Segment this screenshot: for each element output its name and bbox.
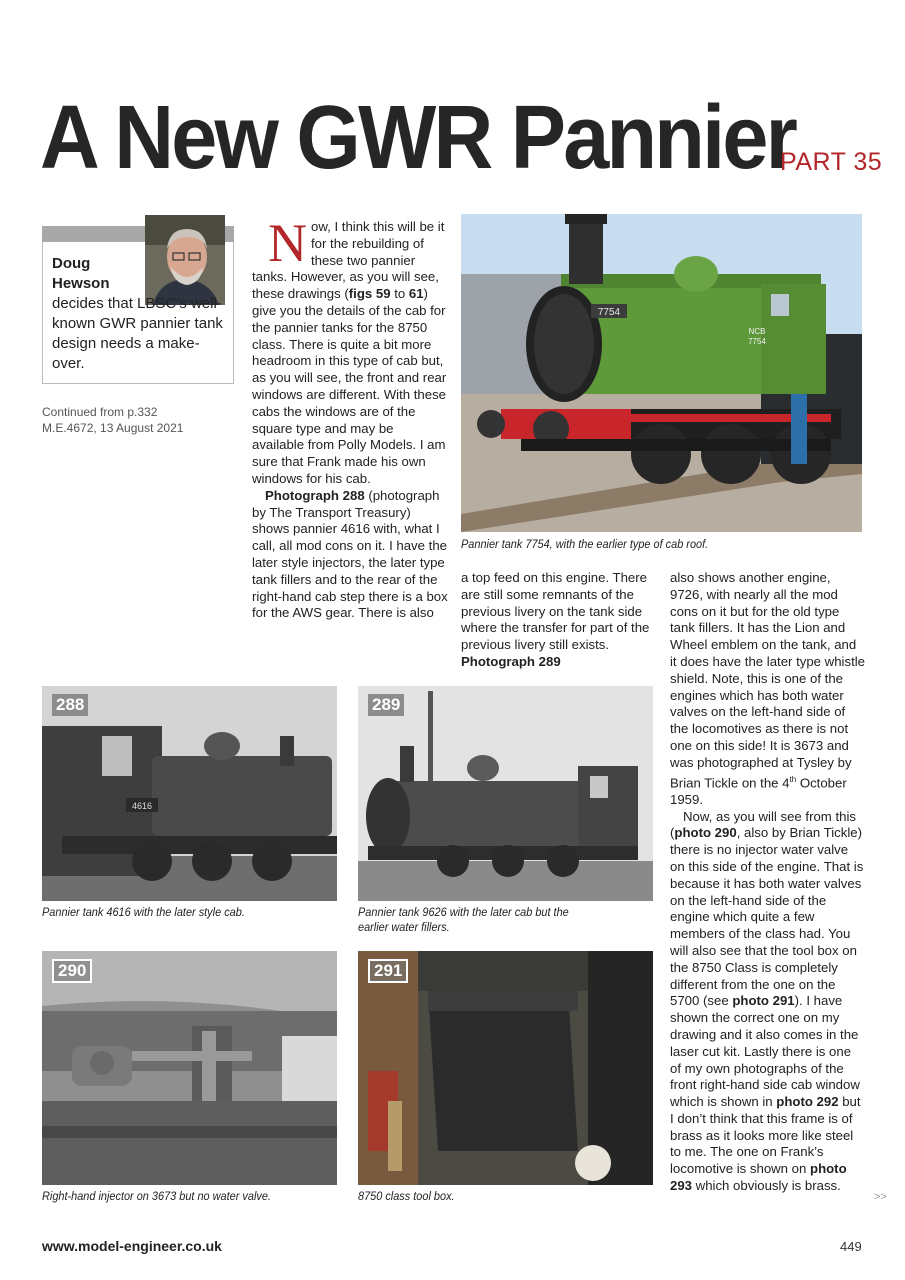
photo-290 <box>42 951 337 1185</box>
loco-number-plate: 4616 <box>131 801 153 811</box>
body-text: October 1959. <box>670 774 847 807</box>
photo-ref: photo 292 <box>776 1094 839 1110</box>
part-label: PART 35 <box>780 148 883 176</box>
author-first-name: Doug <box>52 255 91 272</box>
tank-number: 7754 <box>748 337 766 346</box>
body-text: which obviously is brass. <box>692 1178 841 1194</box>
continued-issue: M.E.4672, 13 August 2021 <box>42 421 184 435</box>
photo-ref: Photograph 289 <box>461 653 561 669</box>
photo-291 <box>358 951 653 1185</box>
caption-291: 8750 class tool box. <box>358 1191 455 1203</box>
body-text: ow, I think this will be it for the rebuilding of these two pannier tanks. However, as you will see, these drawings ( <box>252 219 445 302</box>
body-text: ). I have shown the correct one on my drawing and it also comes in the laser cut kit. Lastly there is one of my own photographs of the front right-hand side cab window which is shown in <box>670 993 860 1110</box>
footer-url[interactable]: www.model-engineer.co.uk <box>42 1238 222 1254</box>
number-plate: 7754 <box>597 307 621 318</box>
page-title: A New GWR Pannier <box>40 88 796 188</box>
photo-number-290: 290 <box>52 959 92 983</box>
author-intro-text: decides that LBSC’s well-known GWR pannier tank design needs a make-over. <box>52 295 223 372</box>
caption-main-photo: Pannier tank 7754, with the earlier type of cab roof. <box>461 539 709 551</box>
author-intro <box>52 254 232 374</box>
continued-from: Continued from p.332 <box>42 405 158 419</box>
figure-ref: 61 <box>408 286 424 302</box>
figure-ref: figs 59 <box>348 286 391 302</box>
author-last-name: Hewson <box>52 275 110 292</box>
photo-number-289: 289 <box>368 694 404 716</box>
photo-ref: Photograph 288 <box>265 487 365 503</box>
continued-arrow-icon: >> <box>874 1191 887 1203</box>
caption-289: Pannier tank 9626 with the later cab but the earlier water fillers. <box>358 907 569 934</box>
photo-number-291: 291 <box>368 959 408 983</box>
drop-cap: N <box>268 213 307 273</box>
caption-288: Pannier tank 4616 with the later style cab. <box>42 907 245 919</box>
body-text: ) give you the details of the cab for the pannier tanks for the 8750 class. There is quite a bit more headroom in this type of cab but, as you will see, the front and rear windows are different. With these cabs the windows are of the square type and may be available from Polly Models. I am sure that Frank made his own windows for his cab. <box>252 286 447 486</box>
photo-289 <box>358 686 653 901</box>
tank-lettering: NCB <box>748 327 766 336</box>
body-text: also shows another engine, 9726, with nearly all the mod cons on it but for the old type tank fillers. It has the Lion and Wheel emblem on the tank, and it does have the later type whistle shield. Note, this is one of the engines which has both water valves on the left-hand side of the locomotives as there is not one on this side! It is 3673 and was photographed at Tysley by Brian Tickle on the 4 <box>670 570 865 790</box>
photo-ref: photo 293 <box>670 1161 847 1194</box>
body-text: to <box>390 286 409 302</box>
body-text: , also by Brian Tickle) there is no injector water valve on this side of the engine. That is because it has both water valves on the left-hand side of the engine which quite a few members of the class had. You will also see that the tool box on the 8750 Class is completely different from the one on the 5700 (see <box>670 825 864 1009</box>
body-column-2 <box>461 570 651 671</box>
body-column-3 <box>670 570 865 1195</box>
photo-ref: photo 291 <box>732 993 795 1009</box>
body-text: a top feed on this engine. There are still some remnants of the previous livery on the tank side where the transfer for part of the previous livery still exists. <box>461 570 650 653</box>
photo-288 <box>42 686 337 901</box>
photo-pannier-7754 <box>461 214 862 532</box>
body-text: but I don’t think that this frame is of brass as it looks more like steel to me. The one on Frank’s locomotive is shown on <box>670 1094 861 1177</box>
continued-note <box>42 404 183 436</box>
photo-ref: photo 290 <box>674 825 737 841</box>
body-column-1 <box>252 213 448 622</box>
body-text: (photograph by The Transport Treasury) shows pannier 4616 with, what I call, all mod cons on it. I have the later style injectors, the later type tank fillers and to the rear of the right-hand cab step there is a box for the AWS gear. There is also <box>252 487 448 621</box>
ordinal-suffix: th <box>789 774 797 784</box>
caption-290: Right-hand injector on 3673 but no water valve. <box>42 1191 271 1203</box>
photo-number-288: 288 <box>52 694 88 716</box>
body-text: Now, as you will see from this ( <box>670 808 856 841</box>
page-number: 449 <box>840 1239 862 1254</box>
